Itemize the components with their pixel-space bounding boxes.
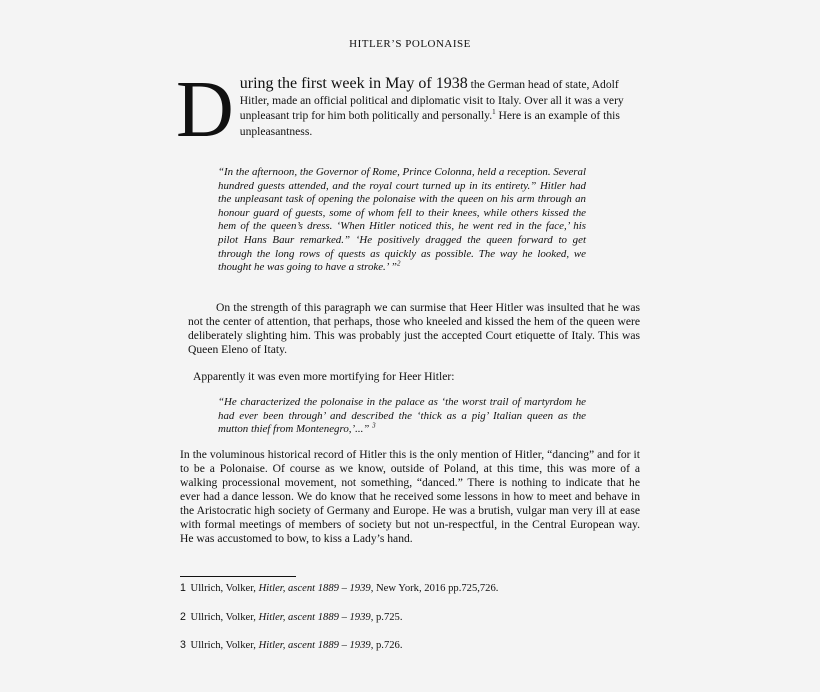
intro-lead-words: uring the first week in May of 1938 bbox=[239, 75, 468, 92]
footnote-2 bbox=[180, 611, 640, 624]
body-paragraph-2: Apparently it was even more mortifying for Heer Hitler: bbox=[193, 370, 455, 383]
footnote-title: Hitler, ascent 1889 – 1939 bbox=[258, 583, 371, 594]
footnote-number: 3 bbox=[180, 639, 186, 651]
block-quote-2 bbox=[218, 396, 586, 437]
footnote-author: Ullrich, Volker, bbox=[187, 640, 259, 651]
footnote-rest: , New York, 2016 pp.725,726. bbox=[370, 583, 499, 594]
block-quote-1 bbox=[218, 166, 586, 275]
footnote-number: 2 bbox=[180, 611, 186, 623]
body-paragraph-3: In the voluminous historical record of Hitler this is the only mention of Hitler, “dancing” and for it to be a Polonaise. Of course as we know, outside of Poland, at this time, this was more of a walking processional movement, not something, “danced.” There is nothing to indicate that he ever had a dance lesson. We do know that he received some lessons in how to meet and behave in the Aristocratic high society of Germany and Europe. He was a brutish, vulgar man very ill at ease with formal meetings of members of society but not un-respectful, in the Central European way. He was accustomed to bow, to kiss a Lady’s hand. bbox=[180, 448, 640, 545]
footnote-ref-3: 3 bbox=[372, 421, 376, 430]
block-quote-1-text: “In the afternoon, the Governor of Rome, Prince Colonna, held a reception. Several hundred guests attended, and the royal court turned up in its entirety.” Hitler had the unpleasant task of opening the polonaise with the queen on his arm through an honour guard of guests, some of whom fell to their knees, while others kissed the hem of the queen’s dress. ‘When Hitler noticed this, he went red in the face,’ his pilot Hans Baur remarked.” ‘He positively dragged the queen forward to get through the long rows of quests as quickly as possible. The way he looked, we thought he was going to have a stroke.’ ” bbox=[218, 166, 586, 274]
footnote-3 bbox=[180, 639, 640, 652]
body-paragraph-1: On the strength of this paragraph we can surmise that Heer Hitler was insulted that he was not the center of attention, that perhaps, those who kneeled and kissed the hem of the queen were deliberately slighting him. This was probably just the accepted Court etiquette of Italy. This was Queen Eleno of Itaty. bbox=[188, 301, 640, 356]
footnote-author: Ullrich, Volker, bbox=[187, 612, 259, 623]
footnote-rule bbox=[180, 576, 296, 577]
footnote-rest: , p.726. bbox=[370, 640, 403, 651]
footnote-author: Ullrich, Volker, bbox=[187, 583, 259, 594]
footnote-ref-2: 2 bbox=[396, 259, 401, 268]
footnote-1 bbox=[180, 582, 640, 595]
footnote-title: Hitler, ascent 1889 – 1939 bbox=[258, 612, 371, 623]
drop-cap: D bbox=[176, 66, 234, 154]
block-quote-2-text: “He characterized the polonaise in the palace as ‘the worst trail of martyrdom he had ever been through’ and described the ‘thick as a pig’ Italian queen as the mutton thief from Montenegro,’...” bbox=[218, 396, 586, 436]
footnote-rest: , p.725. bbox=[370, 612, 403, 623]
intro-tail: Here is an example of this unpleasantness. bbox=[239, 109, 620, 138]
intro-paragraph bbox=[176, 66, 642, 154]
running-head: HITLER’S POLONAISE bbox=[349, 38, 471, 50]
footnote-title: Hitler, ascent 1889 – 1939 bbox=[258, 640, 371, 651]
intro-text: the German head of state, Adolf Hitler, made an official political and diplomatic visit to Italy. Over all it was a very unpleasant trip for him both politically and personally. bbox=[239, 78, 624, 122]
footnote-ref-1: 1 bbox=[492, 108, 496, 117]
footnote-number: 1 bbox=[180, 582, 186, 594]
